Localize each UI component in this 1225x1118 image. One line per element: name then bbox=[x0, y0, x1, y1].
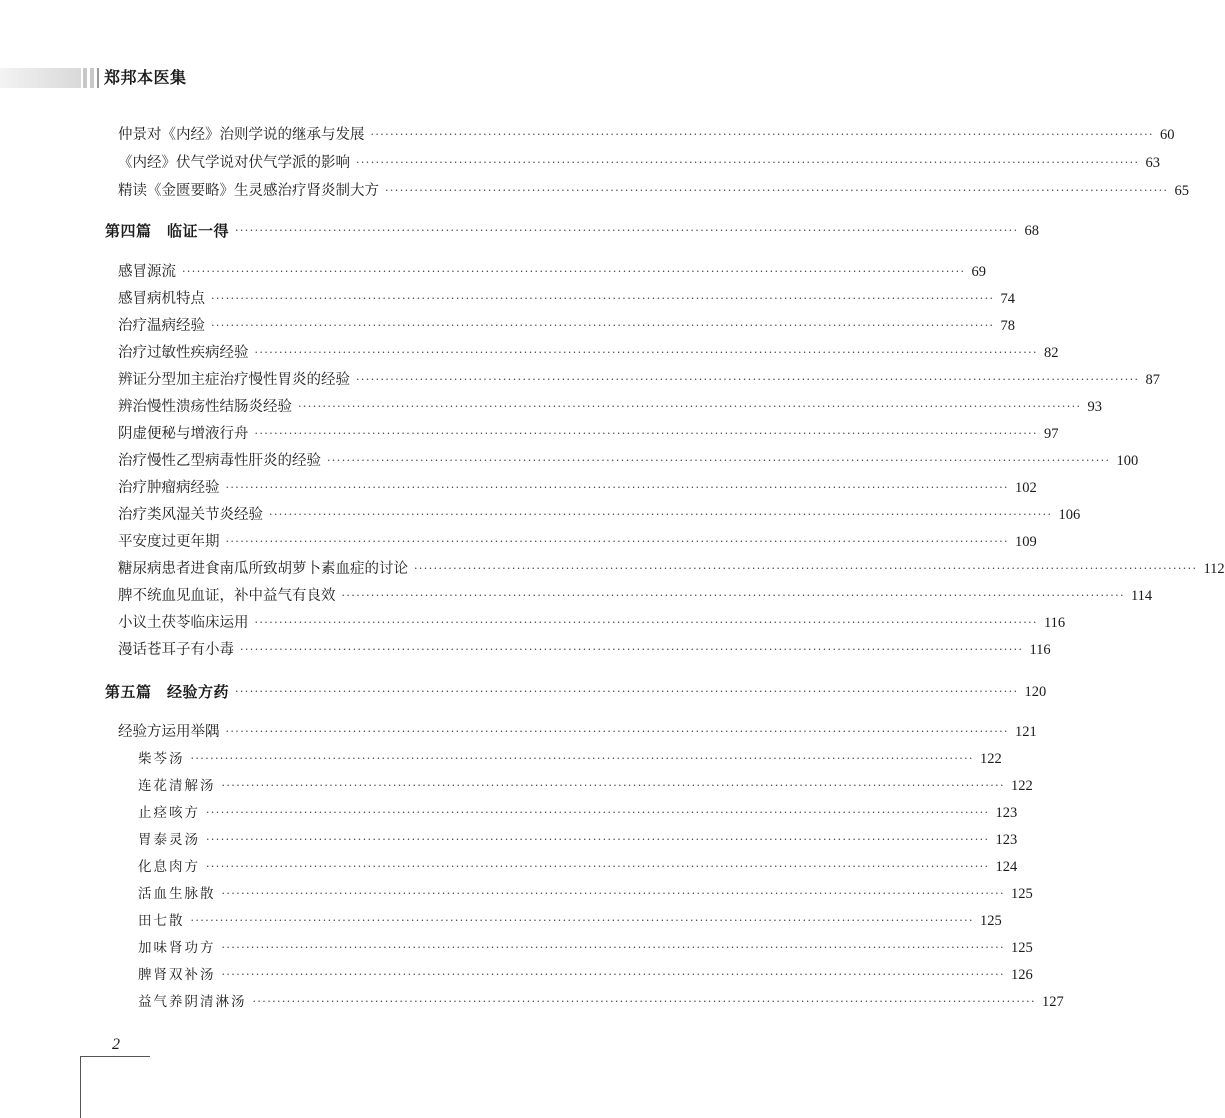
toc-entry-page: 122 bbox=[1010, 778, 1033, 794]
dot-leader: ································································································································································ bbox=[225, 481, 1009, 494]
toc-entry-title: 化息肉方 bbox=[138, 859, 200, 875]
toc-entry-title: 胃泰灵汤 bbox=[138, 832, 200, 848]
toc-entry-title: 经验方运用举隅 bbox=[118, 724, 220, 740]
toc-entry-title: 治疗慢性乙型病毒性肝炎的经验 bbox=[118, 453, 321, 469]
toc-entry-title: 感冒病机特点 bbox=[118, 291, 205, 307]
toc-entry-title: 脾肾双补汤 bbox=[138, 967, 216, 983]
toc-entry-title: 辨证分型加主症治疗慢性胃炎的经验 bbox=[118, 372, 350, 388]
toc-sub-entry[interactable] bbox=[138, 910, 1002, 932]
toc-entry[interactable] bbox=[118, 558, 1225, 580]
toc-entry-title: 第五篇 经验方药 bbox=[105, 683, 230, 701]
toc-entry[interactable] bbox=[118, 369, 1160, 391]
dot-leader: ································································································································································ bbox=[341, 589, 1125, 602]
dot-leader: ································································································································································ bbox=[252, 995, 1036, 1008]
dot-leader: ································································································································································ bbox=[235, 224, 1019, 237]
toc-entry[interactable] bbox=[118, 261, 986, 283]
toc-entry-page: 125 bbox=[979, 913, 1002, 929]
dot-leader: ································································································································································ bbox=[190, 914, 974, 927]
toc-entry-page: 82 bbox=[1043, 345, 1059, 361]
toc-entry-title: 治疗肿瘤病经验 bbox=[118, 480, 220, 496]
toc-entry-title: 辨治慢性溃疡性结肠炎经验 bbox=[118, 399, 292, 415]
toc-entry-title: 精读《金匮要略》生灵感治疗肾炎制大方 bbox=[118, 183, 379, 199]
toc-section-entry[interactable] bbox=[105, 681, 1047, 703]
toc-entry-page: 112 bbox=[1203, 561, 1225, 577]
dot-leader: ································································································································································ bbox=[182, 265, 966, 278]
toc-entry-title: 止痉咳方 bbox=[138, 805, 200, 821]
page-number: 2 bbox=[112, 1036, 120, 1053]
toc-entry-title: 阴虚便秘与增液行舟 bbox=[118, 426, 249, 442]
dot-leader: ································································································································································ bbox=[211, 292, 995, 305]
toc-sub-entry[interactable] bbox=[138, 775, 1033, 797]
toc-entry-title: 平安度过更年期 bbox=[118, 534, 220, 550]
toc-entry-page: 102 bbox=[1014, 480, 1037, 496]
toc-entry[interactable] bbox=[118, 124, 1175, 146]
toc-entry-page: 123 bbox=[995, 832, 1018, 848]
toc-sub-entry[interactable] bbox=[138, 991, 1064, 1013]
toc-entry-page: 125 bbox=[1010, 940, 1033, 956]
toc-entry-page: 60 bbox=[1159, 127, 1175, 143]
dot-leader: ································································································································································ bbox=[370, 128, 1154, 141]
toc-entry-page: 125 bbox=[1010, 886, 1033, 902]
toc-sub-entry[interactable] bbox=[138, 856, 1018, 878]
toc-entry-title: 柴芩汤 bbox=[138, 751, 185, 767]
toc-sub-entry[interactable] bbox=[138, 829, 1018, 851]
toc-entry-page: 120 bbox=[1024, 684, 1047, 700]
toc-sub-entry[interactable] bbox=[138, 883, 1033, 905]
dot-leader: ································································································································································ bbox=[221, 887, 1005, 900]
toc-entry-title: 《内经》伏气学说对伏气学派的影响 bbox=[118, 155, 350, 171]
toc-entry-title: 仲景对《内经》治则学说的继承与发展 bbox=[118, 127, 365, 143]
toc-entry-page: 93 bbox=[1087, 399, 1102, 415]
footer-rule-vertical bbox=[80, 1056, 81, 1118]
toc-entry-page: 124 bbox=[995, 859, 1018, 875]
toc-entry[interactable] bbox=[118, 612, 1066, 634]
toc-sub-entry[interactable] bbox=[138, 802, 1018, 824]
toc-sub-entry[interactable] bbox=[138, 937, 1033, 959]
toc-entry-page: 114 bbox=[1130, 588, 1153, 604]
dot-leader: ································································································································································ bbox=[298, 400, 1082, 413]
dot-leader: ································································································································································ bbox=[235, 685, 1019, 698]
toc-entry-page: 97 bbox=[1043, 426, 1059, 442]
dot-leader: ································································································································································ bbox=[225, 725, 1009, 738]
dot-leader: ································································································································································ bbox=[254, 616, 1038, 629]
dot-leader: ································································································································································ bbox=[190, 752, 974, 765]
toc-entry-title: 小议土茯苓临床运用 bbox=[118, 615, 249, 631]
toc-entry-title: 连花清解汤 bbox=[138, 778, 216, 794]
toc-entry-page: 69 bbox=[971, 264, 986, 280]
toc-entry[interactable] bbox=[118, 288, 1015, 310]
toc-entry-page: 116 bbox=[1043, 615, 1066, 631]
dot-leader: ································································································································································ bbox=[254, 346, 1038, 359]
dot-leader: ································································································································································ bbox=[221, 941, 1005, 954]
toc-entry-title: 田七散 bbox=[138, 913, 185, 929]
dot-leader: ································································································································································ bbox=[221, 779, 1005, 792]
toc-entry-page: 126 bbox=[1010, 967, 1033, 983]
toc-entry-page: 121 bbox=[1014, 724, 1037, 740]
toc-entry[interactable] bbox=[118, 721, 1037, 743]
dot-leader: ································································································································································ bbox=[414, 562, 1198, 575]
dot-leader: ································································································································································ bbox=[240, 643, 1024, 656]
toc-entry[interactable] bbox=[118, 639, 1051, 661]
dot-leader: ································································································································································ bbox=[356, 373, 1140, 386]
toc-entry[interactable] bbox=[118, 450, 1139, 472]
toc-entry[interactable] bbox=[118, 504, 1081, 526]
dot-leader: ································································································································································ bbox=[269, 508, 1053, 521]
toc-entry-page: 65 bbox=[1174, 183, 1189, 199]
toc-entry-page: 78 bbox=[1000, 318, 1015, 334]
toc-entry-page: 116 bbox=[1029, 642, 1051, 658]
toc-entry-title: 活血生脉散 bbox=[138, 886, 216, 902]
toc-entry-page: 123 bbox=[995, 805, 1018, 821]
toc-entry-title: 脾不统血见血证，补中益气有良效 bbox=[118, 588, 336, 604]
dot-leader: ································································································································································ bbox=[211, 319, 995, 332]
toc-entry-page: 100 bbox=[1116, 453, 1139, 469]
toc-entry-title: 治疗温病经验 bbox=[118, 318, 205, 334]
toc-entry-title: 糖尿病患者进食南瓜所致胡萝卜素血症的讨论 bbox=[118, 561, 408, 577]
toc-entry-page: 106 bbox=[1058, 507, 1081, 523]
toc-entry[interactable] bbox=[118, 396, 1102, 418]
dot-leader: ································································································································································ bbox=[385, 184, 1169, 197]
toc-entry[interactable] bbox=[118, 585, 1153, 607]
dot-leader: ································································································································································ bbox=[356, 156, 1140, 169]
toc-entry-page: 122 bbox=[979, 751, 1002, 767]
toc-entry[interactable] bbox=[118, 152, 1160, 174]
toc-entry-title: 益气养阴清淋汤 bbox=[138, 994, 247, 1010]
dot-leader: ································································································································································ bbox=[221, 968, 1005, 981]
toc-entry-page: 109 bbox=[1014, 534, 1037, 550]
footer-rule-horizontal bbox=[80, 1056, 150, 1057]
toc-entry[interactable] bbox=[118, 315, 1015, 337]
toc-entry[interactable] bbox=[118, 423, 1059, 445]
dot-leader: ································································································································································ bbox=[206, 860, 990, 873]
toc-sub-entry[interactable] bbox=[138, 964, 1033, 986]
dot-leader: ································································································································································ bbox=[206, 806, 990, 819]
toc-entry-page: 127 bbox=[1041, 994, 1064, 1010]
toc-section-entry[interactable] bbox=[105, 220, 1039, 242]
dot-leader: ································································································································································ bbox=[206, 833, 990, 846]
toc-entry-title: 漫话苍耳子有小毒 bbox=[118, 642, 234, 658]
toc-sub-entry[interactable] bbox=[138, 748, 1002, 770]
toc-entry-title: 加味肾功方 bbox=[138, 940, 216, 956]
toc-entry[interactable] bbox=[118, 531, 1037, 553]
toc-entry-title: 第四篇 临证一得 bbox=[105, 222, 230, 240]
toc-entry[interactable] bbox=[118, 342, 1059, 364]
book-title: 郑邦本医集 bbox=[104, 68, 187, 87]
dot-leader: ································································································································································ bbox=[225, 535, 1009, 548]
toc-entry-page: 87 bbox=[1145, 372, 1160, 388]
toc-entry-page: 68 bbox=[1024, 223, 1039, 239]
toc-entry-title: 治疗类风湿关节炎经验 bbox=[118, 507, 263, 523]
toc-entry[interactable] bbox=[118, 477, 1037, 499]
toc-entry-title: 治疗过敏性疾病经验 bbox=[118, 345, 249, 361]
dot-leader: ································································································································································ bbox=[327, 454, 1111, 467]
toc-entry-page: 63 bbox=[1145, 155, 1160, 171]
toc-entry-title: 感冒源流 bbox=[118, 264, 176, 280]
dot-leader: ································································································································································ bbox=[254, 427, 1038, 440]
toc-entry-page: 74 bbox=[1000, 291, 1015, 307]
toc-entry[interactable] bbox=[118, 180, 1189, 202]
